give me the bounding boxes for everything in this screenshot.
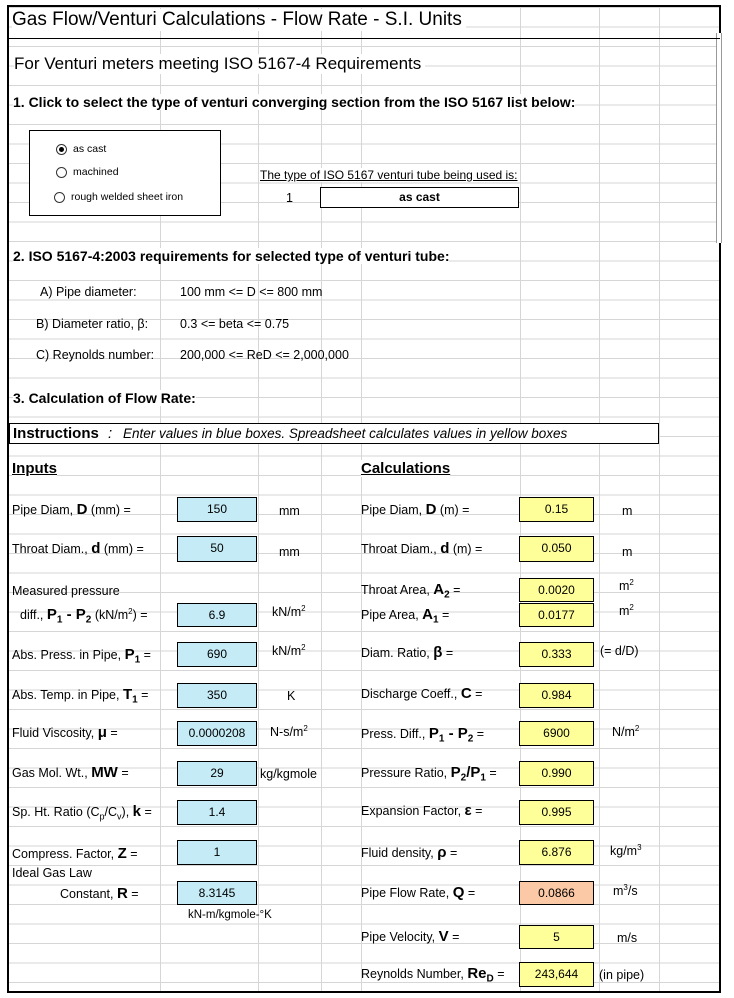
calc-fluid-density: 6.876	[519, 840, 594, 865]
input-viscosity-label: Fluid Viscosity, μ =	[12, 724, 118, 741]
req-pipe-diameter-label: A) Pipe diameter:	[40, 285, 137, 299]
input-gas-const-label: Constant, R =	[60, 885, 139, 902]
radio-unselected-icon[interactable]	[54, 192, 65, 203]
calc-press-diff: 6900	[519, 721, 594, 746]
calc-pipe-area-unit: $m^2$	[619, 603, 634, 619]
title-divider	[9, 38, 720, 39]
calc-expansion-label: Expansion Factor, ε =	[361, 802, 483, 819]
input-mol-wt-label: Gas Mol. Wt., MW =	[12, 764, 129, 781]
instructions-box: Instructions : Enter values in blue boxes. Spreadsheet calculates values in yellow boxes	[9, 423, 659, 444]
input-abs-press[interactable]: 690	[177, 642, 257, 667]
req-reynolds-label: C) Reynolds number:	[36, 348, 155, 362]
input-viscosity[interactable]: 0.0000208	[177, 721, 257, 746]
selected-index: 1	[286, 191, 293, 205]
input-abs-press-label: Abs. Press. in Pipe, $P_1$ =	[12, 646, 151, 666]
input-abs-temp[interactable]: 350	[177, 683, 257, 708]
input-throat-diam-label: Throat Diam., d (mm) =	[12, 540, 144, 557]
calc-throat-diam-unit: m	[622, 545, 633, 559]
input-viscosity-unit: $N-s/m^2$	[270, 724, 308, 740]
calc-throat-area: 0.0020	[519, 578, 594, 602]
input-pdiff-unit: $kN/m^2$	[272, 604, 306, 620]
calc-pipe-diam: 0.15	[519, 497, 594, 522]
venturi-type-radio-group	[29, 130, 221, 216]
calc-diam-ratio-unit: (= d/D)	[600, 644, 639, 658]
calc-flow-rate-label: Pipe Flow Rate, Q =	[361, 884, 476, 901]
calc-reynolds-label: Reynolds Number, $Re_D$ =	[361, 965, 505, 985]
calc-discharge-coeff: 0.984	[519, 683, 594, 708]
input-abs-press-unit: $kN/m^2$	[272, 643, 306, 659]
input-mol-wt[interactable]: 29	[177, 761, 257, 786]
input-pdiff-label: diff., $P_1 - P_2$ $(kN/m^2)$ =	[20, 606, 148, 626]
calc-pipe-velocity: 5	[519, 925, 594, 949]
venturi-type-value: as cast	[320, 187, 519, 208]
calc-press-ratio: 0.990	[519, 761, 594, 786]
ideal-gas-label: Ideal Gas Law	[12, 866, 92, 880]
input-sp-ht-ratio[interactable]: 1.4	[177, 800, 257, 825]
input-mol-wt-unit: kg/kgmole	[260, 767, 317, 781]
req-pipe-diameter-value: 100 mm <= D <= 800 mm	[180, 285, 323, 299]
req-diameter-ratio-label: B) Diameter ratio, β:	[36, 317, 149, 331]
input-sp-ht-label: Sp. Ht. Ratio $(C_p/C_v)$, k =	[12, 803, 152, 822]
venturi-type-label: The type of ISO 5167 venturi tube being used is:	[260, 168, 518, 182]
section-3-heading: 3. Calculation of Flow Rate:	[13, 390, 196, 406]
input-compress-factor[interactable]: 1	[177, 840, 257, 865]
instructions-text: Enter values in blue boxes. Spreadsheet calculates values in yellow boxes	[123, 426, 568, 441]
section-2-heading: 2. ISO 5167-4:2003 requirements for selected type of venturi tube:	[13, 248, 450, 264]
calc-pipe-diam-label: Pipe Diam, D (m) =	[361, 501, 470, 518]
input-gas-constant[interactable]: 8.3145	[177, 881, 257, 905]
calc-press-ratio-label: Pressure Ratio, $P_2/P_1$ =	[361, 764, 497, 784]
scrollbar[interactable]	[716, 33, 722, 243]
input-abs-temp-unit: K	[287, 689, 296, 703]
input-pipe-diam-unit: mm	[279, 504, 300, 518]
calc-velocity-unit: m/s	[617, 931, 638, 945]
page-title: Gas Flow/Venturi Calculations - Flow Rate - S.I. Units	[12, 9, 466, 31]
calc-pipe-area: 0.0177	[519, 603, 594, 627]
input-pipe-diam-label: Pipe Diam, D (mm) =	[12, 501, 131, 518]
calc-discharge-label: Discharge Coeff., C =	[361, 685, 483, 702]
calc-throat-area-label: Throat Area, $A_2$ =	[361, 581, 461, 601]
calc-pipe-diam-unit: m	[622, 504, 633, 518]
calc-reynolds-unit: (in pipe)	[599, 968, 645, 982]
input-abs-temp-label: Abs. Temp. in Pipe, $T_1$ =	[12, 686, 149, 706]
input-compress-label: Compress. Factor, Z =	[12, 845, 138, 862]
calc-reynolds-number: 243,644	[519, 962, 594, 987]
input-gas-const-unit: kN-m/kgmole-°K	[188, 909, 272, 921]
calculations-header: Calculations	[361, 460, 451, 477]
inputs-header: Inputs	[12, 460, 57, 477]
calc-throat-diam: 0.050	[519, 536, 594, 562]
radio-rough-welded[interactable]: rough welded sheet iron	[54, 191, 183, 203]
input-pipe-diam[interactable]: 150	[177, 497, 257, 522]
calc-density-unit: $kg/m^3$	[610, 843, 642, 859]
input-pressure-diff[interactable]: 6.9	[177, 603, 257, 627]
calc-throat-area-unit: $m^2$	[619, 578, 634, 594]
calc-velocity-label: Pipe Velocity, V =	[361, 928, 460, 945]
section-1-heading: 1. Click to select the type of venturi converging section from the ISO 5167 list below:	[13, 94, 576, 110]
input-throat-diam[interactable]: 50	[177, 536, 257, 562]
calc-density-label: Fluid density, ρ =	[361, 844, 458, 861]
radio-selected-icon[interactable]	[56, 144, 67, 155]
req-reynolds-value: 200,000 <= ReD <= 2,000,000	[180, 348, 349, 362]
page-subtitle: For Venturi meters meeting ISO 5167-4 Requirements	[14, 54, 425, 74]
calc-pipe-flow-rate: 0.0866	[519, 881, 594, 905]
calc-press-diff-label: Press. Diff., $P_1 - P_2$ =	[361, 725, 485, 745]
instructions-head: Instructions	[13, 425, 99, 442]
input-throat-diam-unit: mm	[279, 545, 300, 559]
calc-flow-rate-unit: $m^3/s$	[613, 883, 638, 899]
calc-diam-ratio: 0.333	[519, 642, 594, 667]
calc-press-diff-unit: $N/m^2$	[612, 724, 640, 740]
radio-machined[interactable]: machined	[56, 166, 119, 178]
calc-diam-ratio-label: Diam. Ratio, β =	[361, 644, 454, 661]
calc-pipe-area-label: Pipe Area, $A_1$ =	[361, 606, 450, 626]
req-diameter-ratio-value: 0.3 <= beta <= 0.75	[180, 317, 290, 331]
calc-throat-diam-label: Throat Diam., d (m) =	[361, 540, 483, 557]
measured-pressure-label: Measured pressure	[12, 584, 120, 598]
radio-unselected-icon[interactable]	[56, 167, 67, 178]
radio-as-cast[interactable]: as cast	[56, 143, 106, 155]
calc-expansion-factor: 0.995	[519, 800, 594, 825]
